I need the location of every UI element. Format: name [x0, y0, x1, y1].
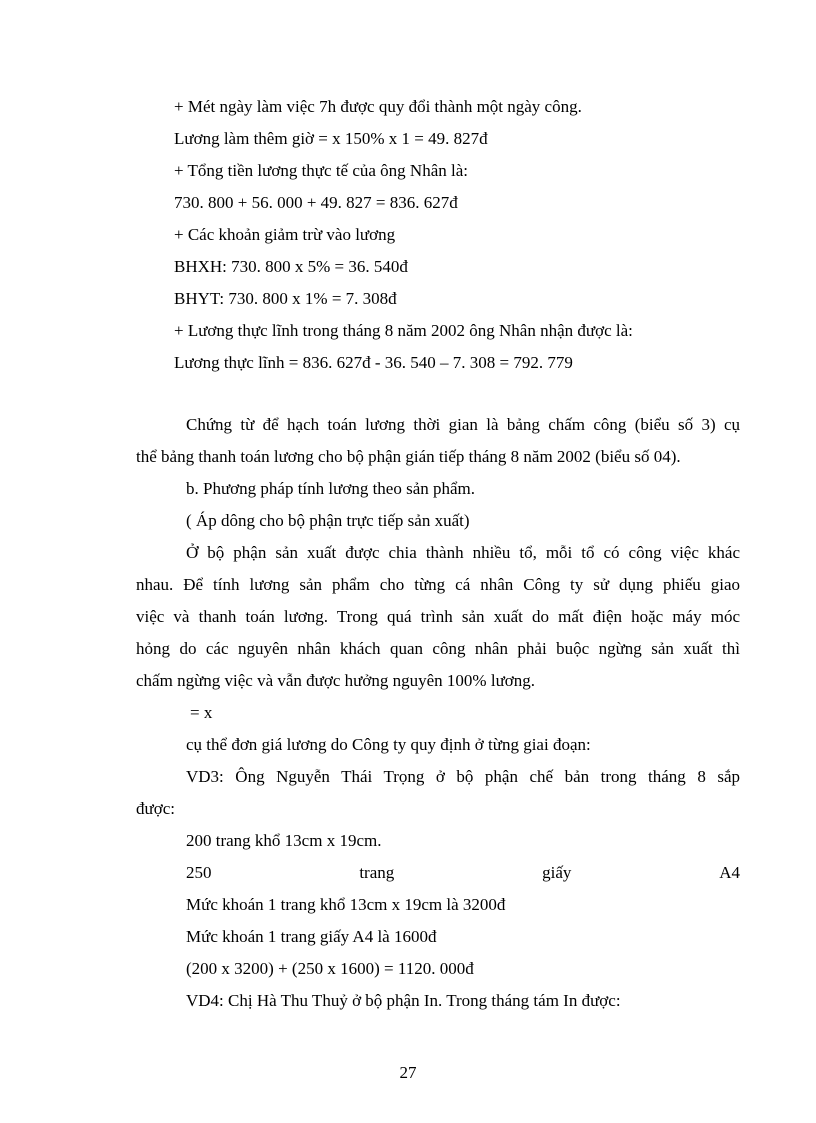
calc-line-2-word-4: A4 [719, 863, 740, 882]
para-2-line-4: hỏng do các nguyên nhân khách quan công nhân phải buộc ngừng sản xuất thì [136, 639, 740, 658]
calc-line-3: Mức khoán 1 trang khổ 13cm x 19cm là 3200đ [186, 895, 506, 914]
para-1-line-2: thể bảng thanh toán lương cho bộ phận gián tiếp tháng 8 năm 2002 (biểu số 04). [136, 447, 681, 466]
calc-line-5: (200 x 3200) + (250 x 1600) = 1120. 000đ [186, 959, 474, 978]
section-heading: b. Phương pháp tính lương theo sản phẩm. [186, 479, 476, 498]
calc-line-2 [186, 862, 740, 884]
calc-line-2-word-2: trang [359, 863, 395, 882]
line-1: + Mét ngày làm việc 7h được quy đổi thành một ngày công. [174, 97, 582, 116]
calc-line-2-word-1: 250 [186, 863, 212, 882]
section-subheading: ( Áp dông cho bộ phận trực tiếp sản xuất) [186, 511, 470, 530]
line-9: Lương thực lĩnh = 836. 627đ - 36. 540 – 7. 308 = 792. 779 [174, 353, 573, 372]
line-5: + Các khoản giảm trừ vào lương [174, 225, 396, 244]
example-3-line-1: VD3: Ông Nguyễn Thái Trọng ở bộ phận chế bản trong tháng 8 sắp [186, 767, 740, 786]
para-2-line-5: chấm ngừng việc và vẫn được hưởng nguyên 100% lương. [136, 671, 536, 690]
line-2: Lương làm thêm giờ = x 150% x 1 = 49. 827đ [174, 129, 488, 148]
calc-line-4: Mức khoán 1 trang giấy A4 là 1600đ [186, 927, 437, 946]
para-2-line-2: nhau. Để tính lương sản phẩm cho từng cá nhân Công ty sử dụng phiếu giao [136, 575, 740, 594]
line-6: BHXH: 730. 800 x 5% = 36. 540đ [174, 257, 408, 276]
example-4-line: VD4: Chị Hà Thu Thuỷ ở bộ phận In. Trong tháng tám In được: [186, 991, 621, 1010]
line-7: BHYT: 730. 800 x 1% = 7. 308đ [174, 289, 397, 308]
line-4: 730. 800 + 56. 000 + 49. 827 = 836. 627đ [174, 193, 458, 212]
calc-line-2-word-3: giấy [542, 863, 572, 882]
para-2-line-1: Ở bộ phận sản xuất được chia thành nhiều tổ, mỗi tổ có công việc khác [186, 543, 740, 562]
example-3-line-2: được: [136, 799, 175, 818]
formula-line: = x [190, 703, 213, 722]
calc-line-1: 200 trang khổ 13cm x 19cm. [186, 831, 382, 850]
para-2-line-3: việc và thanh toán lương. Trong quá trình sản xuất do mất điện hoặc máy móc [136, 607, 740, 626]
line-3: + Tổng tiền lương thực tế của ông Nhân là: [174, 161, 468, 180]
para-1-line-1: Chứng từ để hạch toán lương thời gian là bảng chấm công (biểu số 3) cụ [186, 415, 740, 434]
page-number: 27 [399, 1063, 417, 1082]
line-8: + Lương thực lĩnh trong tháng 8 năm 2002 ông Nhân nhận được là: [174, 321, 633, 340]
unit-price-note: cụ thể đơn giá lương do Công ty quy định ở từng giai đoạn: [186, 735, 591, 754]
